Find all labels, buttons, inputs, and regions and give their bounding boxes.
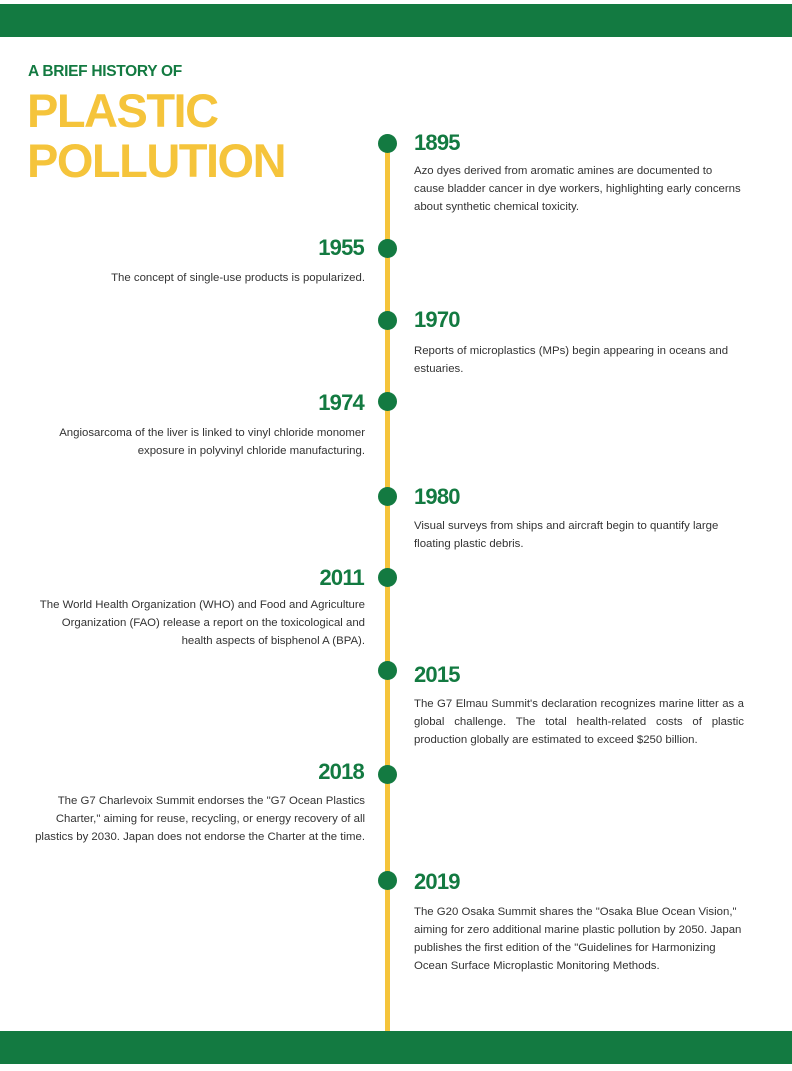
event-text-2011: The World Health Organization (WHO) and Food and Agriculture Organization (FAO) release a report on the toxicological and health aspects of bisphenol A (BPA). — [39, 599, 365, 647]
event-text-1970: Reports of microplastics (MPs) begin appearing in oceans and estuaries. — [414, 345, 729, 375]
timeline-dot-1955 — [378, 239, 397, 258]
event-text-1955: The concept of single-use products is popularized. — [111, 272, 365, 284]
timeline-dot-2018 — [378, 765, 397, 784]
event-year-2011: 2011 — [319, 565, 364, 590]
event-year-1980: 1980 — [414, 484, 460, 509]
title-line-plastic: PLASTIC — [27, 84, 218, 137]
timeline-dot-2015 — [378, 661, 397, 680]
timeline-dot-1970 — [378, 311, 397, 330]
event-text-2015: The G7 Elmau Summit's declaration recognizes marine litter as a global challenge. The total health-related costs of plastic production globally are estimated to exceed $250 billion. — [414, 698, 744, 746]
event-year-1895: 1895 — [414, 130, 460, 155]
timeline-dot-1980 — [378, 487, 397, 506]
title-kicker: A BRIEF HISTORY OF — [28, 63, 182, 80]
timeline-dot-2011 — [378, 568, 397, 587]
event-text-2019: The G20 Osaka Summit shares the "Osaka Blue Ocean Vision," aiming for zero additional marine plastic pollution by 2050. Japan publishes the first edition of the "Guidelines for Harmonizing Ocean Surface Microplastic Monitoring Methods. — [414, 906, 742, 972]
event-text-1974: Angiosarcoma of the liver is linked to vinyl chloride monomer exposure in polyvinyl chloride manufacturing. — [59, 427, 365, 457]
event-text-2018: The G7 Charlevoix Summit endorses the "G7 Ocean Plastics Charter," aiming for reuse, recycling, or energy recovery of all plastics by 2030. Japan does not endorse the Charter at the time. — [35, 795, 365, 843]
timeline-dot-1974 — [378, 392, 397, 411]
event-text-1980: Visual surveys from ships and aircraft begin to quantify large floating plastic debris. — [414, 520, 719, 550]
event-year-1955: 1955 — [318, 235, 364, 260]
top-banner — [0, 4, 792, 37]
timeline-dot-2019 — [378, 871, 397, 890]
page-title — [27, 86, 285, 186]
event-year-1970: 1970 — [414, 307, 460, 332]
title-line-pollution: POLLUTION — [27, 134, 286, 187]
event-text-1895: Azo dyes derived from aromatic amines are documented to cause bladder cancer in dye workers, highlighting early concerns about synthetic chemical toxicity. — [414, 165, 741, 213]
event-year-2019: 2019 — [414, 869, 460, 894]
event-year-2018: 2018 — [318, 759, 364, 784]
event-year-2015: 2015 — [414, 662, 460, 687]
timeline-dot-1895 — [378, 134, 397, 153]
event-year-1974: 1974 — [318, 390, 364, 415]
bottom-banner — [0, 1031, 792, 1064]
